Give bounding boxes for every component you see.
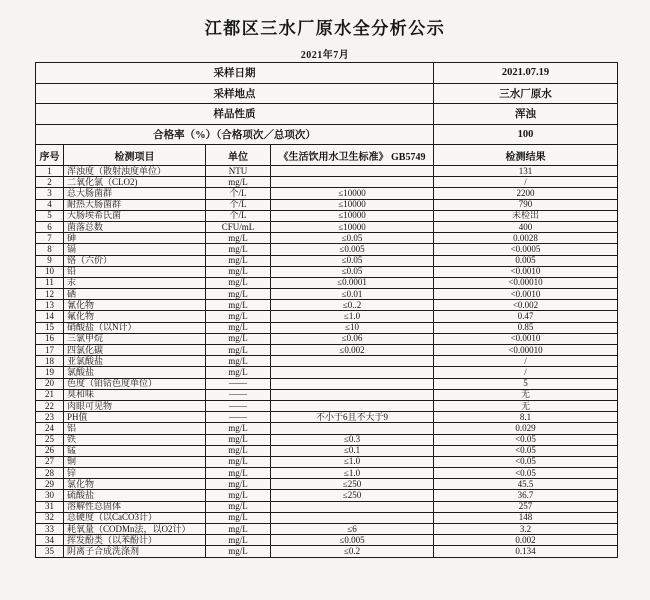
result-cell: <0.002	[434, 300, 618, 311]
standard-cell: ≤0.0001	[271, 277, 434, 288]
info-row-sampling-date	[36, 63, 618, 84]
result-cell: 790	[434, 199, 618, 210]
item-name-cell: 硒	[64, 289, 206, 300]
table-row	[36, 412, 618, 423]
item-name-cell: 阴离子合成洗涤剂	[64, 546, 206, 557]
result-cell: /	[434, 367, 618, 378]
standard-cell: ≤10000	[271, 210, 434, 221]
unit-cell: mg/L	[206, 479, 271, 490]
col-header-standard: 《生活饮用水卫生标准》 GB5749	[271, 145, 434, 166]
result-cell: 无	[434, 400, 618, 411]
standard-cell: ≤6	[271, 524, 434, 535]
unit-cell: ——	[206, 378, 271, 389]
table-row	[36, 333, 618, 344]
table-row	[36, 445, 618, 456]
standard-cell: ≤0.3	[271, 434, 434, 445]
item-name-cell: 氟化物	[64, 311, 206, 322]
table-row	[36, 524, 618, 535]
info-row-sample-nature	[36, 104, 618, 125]
table-row	[36, 546, 618, 557]
table-row	[36, 378, 618, 389]
table-row	[36, 322, 618, 333]
result-cell: 未检出	[434, 210, 618, 221]
result-cell: 131	[434, 166, 618, 177]
table-row	[36, 166, 618, 177]
item-name-cell: 肉眼可见物	[64, 400, 206, 411]
table-row	[36, 188, 618, 199]
item-name-cell: 臭和味	[64, 389, 206, 400]
unit-cell: mg/L	[206, 468, 271, 479]
unit-cell: mg/L	[206, 277, 271, 288]
info-label-sampling-date: 采样日期	[36, 63, 434, 84]
result-cell: <0.0010	[434, 289, 618, 300]
standard-cell	[271, 423, 434, 434]
unit-cell: mg/L	[206, 546, 271, 557]
row-index-cell: 25	[36, 434, 64, 445]
result-cell: 36.7	[434, 490, 618, 501]
table-row	[36, 277, 618, 288]
result-cell: 8.1	[434, 412, 618, 423]
result-cell: <0.05	[434, 445, 618, 456]
table-row	[36, 345, 618, 356]
result-cell: <0.0005	[434, 244, 618, 255]
result-cell: <0.0010	[434, 266, 618, 277]
standard-cell: ≤0.2	[271, 546, 434, 557]
row-index-cell: 3	[36, 188, 64, 199]
table-row	[36, 199, 618, 210]
unit-cell: mg/L	[206, 512, 271, 523]
standard-cell: ≤0.06	[271, 333, 434, 344]
item-name-cell: 氯酸盐	[64, 367, 206, 378]
item-name-cell: 硝酸盐（以N计）	[64, 322, 206, 333]
info-value-sample-nature: 浑浊	[434, 104, 618, 125]
standard-cell: ≤0.005	[271, 535, 434, 546]
row-index-cell: 22	[36, 400, 64, 411]
row-index-cell: 29	[36, 479, 64, 490]
standard-cell: ≤10	[271, 322, 434, 333]
unit-cell: mg/L	[206, 333, 271, 344]
table-row	[36, 423, 618, 434]
row-index-cell: 8	[36, 244, 64, 255]
page-subtitle: 2021年7月	[300, 50, 350, 61]
table-row	[36, 512, 618, 523]
result-cell: 2200	[434, 188, 618, 199]
info-value-sampling-date: 2021.07.19	[434, 63, 618, 84]
standard-cell: ≤250	[271, 490, 434, 501]
item-name-cell: 铝	[64, 423, 206, 434]
row-index-cell: 1	[36, 166, 64, 177]
result-cell: <0.00010	[434, 277, 618, 288]
row-index-cell: 7	[36, 233, 64, 244]
table-row	[36, 233, 618, 244]
row-index-cell: 11	[36, 277, 64, 288]
standard-cell	[271, 512, 434, 523]
standard-cell	[271, 378, 434, 389]
table-row	[36, 389, 618, 400]
result-cell: 257	[434, 501, 618, 512]
row-index-cell: 30	[36, 490, 64, 501]
row-index-cell: 34	[36, 535, 64, 546]
item-name-cell: 二氧化氯（CLO2)	[64, 177, 206, 188]
row-index-cell: 13	[36, 300, 64, 311]
table-row	[36, 289, 618, 300]
result-cell: 0.0028	[434, 233, 618, 244]
item-name-cell: 三氯甲烷	[64, 333, 206, 344]
table-row	[36, 479, 618, 490]
info-label-sampling-location: 采样地点	[36, 83, 434, 104]
item-name-cell: 色度（铂钴色度单位）	[64, 378, 206, 389]
row-index-cell: 21	[36, 389, 64, 400]
row-index-cell: 10	[36, 266, 64, 277]
standard-cell: ≤0.05	[271, 266, 434, 277]
unit-cell: mg/L	[206, 356, 271, 367]
item-name-cell: PH值	[64, 412, 206, 423]
table-row	[36, 300, 618, 311]
result-cell: 0.002	[434, 535, 618, 546]
item-name-cell: 大肠埃希氏菌	[64, 210, 206, 221]
standard-cell: ≤250	[271, 479, 434, 490]
unit-cell: mg/L	[206, 501, 271, 512]
table-row	[36, 311, 618, 322]
item-name-cell: 锌	[64, 468, 206, 479]
result-cell: 45.5	[434, 479, 618, 490]
table-row	[36, 501, 618, 512]
row-index-cell: 24	[36, 423, 64, 434]
unit-cell: mg/L	[206, 255, 271, 266]
standard-cell: ≤0.05	[271, 255, 434, 266]
row-index-cell: 26	[36, 445, 64, 456]
standard-cell: ≤0.002	[271, 345, 434, 356]
row-index-cell: 6	[36, 221, 64, 232]
unit-cell: mg/L	[206, 524, 271, 535]
item-name-cell: 汞	[64, 277, 206, 288]
standard-cell: 不小于6且不大于9	[271, 412, 434, 423]
col-header-result: 检测结果	[434, 145, 618, 166]
info-row-pass-rate	[36, 124, 618, 145]
unit-cell: mg/L	[206, 367, 271, 378]
unit-cell: mg/L	[206, 266, 271, 277]
col-header-item: 检测项目	[64, 145, 206, 166]
table-row	[36, 456, 618, 467]
unit-cell: ——	[206, 412, 271, 423]
result-cell: 3.2	[434, 524, 618, 535]
col-header-unit: 单位	[206, 145, 271, 166]
row-index-cell: 18	[36, 356, 64, 367]
table-row	[36, 535, 618, 546]
table-row	[36, 244, 618, 255]
table-header-row	[36, 145, 618, 166]
result-cell: /	[434, 356, 618, 367]
row-index-cell: 9	[36, 255, 64, 266]
standard-cell	[271, 501, 434, 512]
standard-cell: ≤0.1	[271, 445, 434, 456]
info-value-pass-rate: 100	[434, 124, 618, 145]
result-cell: 0.85	[434, 322, 618, 333]
item-name-cell: 亚氯酸盐	[64, 356, 206, 367]
table-row	[36, 356, 618, 367]
row-index-cell: 31	[36, 501, 64, 512]
result-cell: <0.00010	[434, 345, 618, 356]
info-label-sample-nature: 样品性质	[36, 104, 434, 125]
unit-cell: 个/L	[206, 188, 271, 199]
info-value-sampling-location: 三水厂原水	[434, 83, 618, 104]
standard-cell: ≤0.05	[271, 233, 434, 244]
result-cell: 148	[434, 512, 618, 523]
standard-cell	[271, 177, 434, 188]
result-cell: 无	[434, 389, 618, 400]
unit-cell: mg/L	[206, 233, 271, 244]
table-row	[36, 468, 618, 479]
unit-cell: mg/L	[206, 456, 271, 467]
standard-cell: ≤1.0	[271, 456, 434, 467]
result-cell: <0.05	[434, 434, 618, 445]
row-index-cell: 12	[36, 289, 64, 300]
standard-cell: ≤0..2	[271, 300, 434, 311]
water-analysis-table	[35, 62, 618, 558]
row-index-cell: 20	[36, 378, 64, 389]
unit-cell: mg/L	[206, 289, 271, 300]
row-index-cell: 32	[36, 512, 64, 523]
item-name-cell: 镉	[64, 244, 206, 255]
unit-cell: ——	[206, 389, 271, 400]
standard-cell	[271, 400, 434, 411]
row-index-cell: 4	[36, 199, 64, 210]
unit-cell: mg/L	[206, 535, 271, 546]
item-name-cell: 总大肠菌群	[64, 188, 206, 199]
result-cell: 0.029	[434, 423, 618, 434]
standard-cell: ≤10000	[271, 199, 434, 210]
item-name-cell: 菌落总数	[64, 221, 206, 232]
standard-cell: ≤0.005	[271, 244, 434, 255]
row-index-cell: 5	[36, 210, 64, 221]
item-name-cell: 耗氧量（CODMn法，以O2计）	[64, 524, 206, 535]
result-cell: 0.134	[434, 546, 618, 557]
unit-cell: mg/L	[206, 345, 271, 356]
table-row	[36, 177, 618, 188]
row-index-cell: 35	[36, 546, 64, 557]
row-index-cell: 28	[36, 468, 64, 479]
item-name-cell: 锰	[64, 445, 206, 456]
row-index-cell: 23	[36, 412, 64, 423]
item-name-cell: 溶解性总固体	[64, 501, 206, 512]
result-cell: <0.0010	[434, 333, 618, 344]
unit-cell: 个/L	[206, 199, 271, 210]
unit-cell: NTU	[206, 166, 271, 177]
unit-cell: CFU/mL	[206, 221, 271, 232]
result-cell: 0.47	[434, 311, 618, 322]
item-name-cell: 氯化物	[64, 479, 206, 490]
unit-cell: ——	[206, 400, 271, 411]
standard-cell	[271, 367, 434, 378]
table-row	[36, 255, 618, 266]
unit-cell: mg/L	[206, 490, 271, 501]
item-name-cell: 总硬度（以CaCO3计）	[64, 512, 206, 523]
row-index-cell: 19	[36, 367, 64, 378]
standard-cell	[271, 356, 434, 367]
unit-cell: mg/L	[206, 445, 271, 456]
standard-cell: ≤1.0	[271, 468, 434, 479]
result-cell: /	[434, 177, 618, 188]
row-index-cell: 27	[36, 456, 64, 467]
row-index-cell: 2	[36, 177, 64, 188]
item-name-cell: 硫酸盐	[64, 490, 206, 501]
table-row	[36, 434, 618, 445]
result-cell: 5	[434, 378, 618, 389]
table-row	[36, 367, 618, 378]
standard-cell: ≤0.01	[271, 289, 434, 300]
standard-cell: ≤1.0	[271, 311, 434, 322]
row-index-cell: 17	[36, 345, 64, 356]
result-cell: <0.05	[434, 456, 618, 467]
unit-cell: mg/L	[206, 322, 271, 333]
unit-cell: mg/L	[206, 177, 271, 188]
table-info-body	[36, 63, 618, 166]
standard-cell: ≤10000	[271, 188, 434, 199]
item-name-cell: 铜	[64, 456, 206, 467]
row-index-cell: 14	[36, 311, 64, 322]
table-row	[36, 210, 618, 221]
item-name-cell: 铬（六价）	[64, 255, 206, 266]
unit-cell: mg/L	[206, 434, 271, 445]
row-index-cell: 33	[36, 524, 64, 535]
result-cell: <0.05	[434, 468, 618, 479]
item-name-cell: 砷	[64, 233, 206, 244]
item-name-cell: 浑浊度（散射浊度单位）	[64, 166, 206, 177]
table-row	[36, 266, 618, 277]
col-header-index: 序号	[36, 145, 64, 166]
table-row	[36, 221, 618, 232]
item-name-cell: 铅	[64, 266, 206, 277]
unit-cell: mg/L	[206, 423, 271, 434]
item-name-cell: 铁	[64, 434, 206, 445]
result-cell: 0.005	[434, 255, 618, 266]
result-cell: 400	[434, 221, 618, 232]
standard-cell	[271, 389, 434, 400]
row-index-cell: 15	[36, 322, 64, 333]
unit-cell: 个/L	[206, 210, 271, 221]
standard-cell	[271, 166, 434, 177]
row-index-cell: 16	[36, 333, 64, 344]
info-label-pass-rate: 合格率（%）（合格项次／总项次）	[36, 124, 434, 145]
table-row	[36, 490, 618, 501]
unit-cell: mg/L	[206, 311, 271, 322]
item-name-cell: 挥发酚类（以苯酚计）	[64, 535, 206, 546]
item-name-cell: 耐热大肠菌群	[64, 199, 206, 210]
table-data-body	[36, 166, 618, 558]
table-row	[36, 400, 618, 411]
info-row-sampling-location	[36, 83, 618, 104]
page-title: 江都区三水厂原水全分析公示	[204, 19, 446, 38]
standard-cell: ≤10000	[271, 221, 434, 232]
item-name-cell: 四氯化碳	[64, 345, 206, 356]
item-name-cell: 氰化物	[64, 300, 206, 311]
unit-cell: mg/L	[206, 244, 271, 255]
unit-cell: mg/L	[206, 300, 271, 311]
